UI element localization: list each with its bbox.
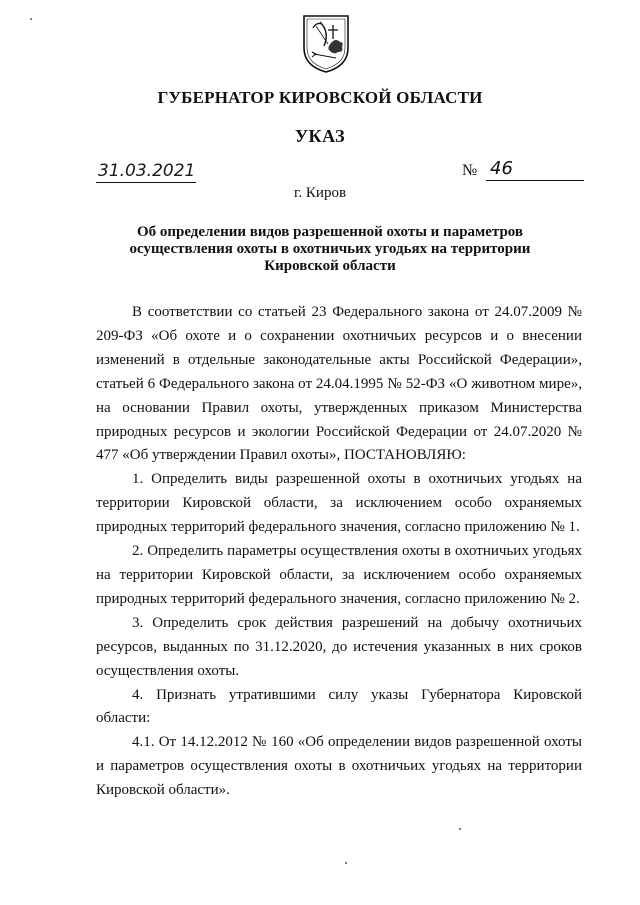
preamble-paragraph: В соответствии со статьей 23 Федерального закона от 24.07.2009 № 209-ФЗ «Об охоте и о сохранении охотничьих ресурсов и о внесении изменений в отдельные законодательные акты Российской Федерации», статьей 6 Федерального закона от 24.04.1995 № 52-ФЗ «О животном мире», на основании Правил охоты, утвержденных приказом Министерства природных ресурсов и экологии Российской Федерации от 24.07.2020 № 477 «Об утверждении Правил охоты», ПОСТАНОВЛЯЮ: (96, 304, 582, 464)
decree-title: Об определении видов разрешенной охоты и параметров осуществления охоты в охотничьих угодьях на территории Кировской области (129, 224, 531, 274)
scan-speck (345, 862, 347, 864)
clause-1: 1. Определить виды разрешенной охоты в охотничьих угодьях на территории Кировской области, за исключением особо охраняемых природных территорий федерального значения, согласно приложению № 1. (96, 471, 582, 536)
decree-body (96, 301, 582, 803)
scan-speck (459, 828, 461, 830)
number-label: № (462, 162, 478, 179)
coat-of-arms-emblem (300, 12, 352, 74)
clause-4-1: 4.1. От 14.12.2012 № 160 «Об определении видов разрешенной охоты и параметров осуществления охоты в охотничьих угодьях на территории Кировской области». (96, 734, 582, 799)
clause-2: 2. Определить параметры осуществления охоты в охотничьих угодьях на территории Кировской области, за исключением особо охраняемых природных территорий федерального значения, согласно приложению № 2. (96, 543, 582, 607)
issuing-authority: ГУБЕРНАТОР КИРОВСКОЙ ОБЛАСТИ (157, 88, 483, 107)
scan-speck (30, 18, 32, 20)
clause-3: 3. Определить срок действия разрешений на добычу охотничьих ресурсов, выданных по 31.12.2020, до истечения указанных в них сроков осуществления охоты. (96, 614, 582, 679)
clause-4: 4. Признать утратившими силу указы Губернатора Кировской области: (96, 686, 582, 727)
decree-number: 46 (486, 158, 584, 181)
decree-date: 31.03.2021 (98, 161, 196, 181)
city: г. Киров (293, 185, 347, 201)
document-type: УКАЗ (294, 126, 346, 146)
